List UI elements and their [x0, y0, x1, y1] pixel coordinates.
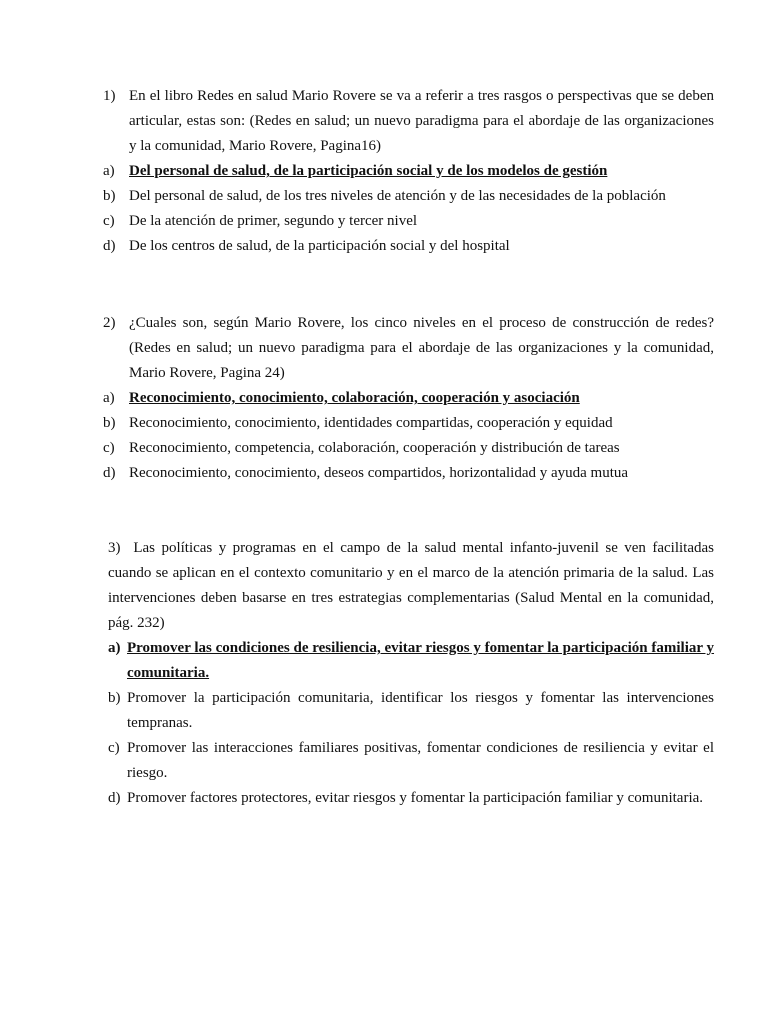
option-letter: d): [103, 465, 116, 481]
question-stem: [103, 84, 714, 159]
option-d: [103, 461, 714, 486]
option-b: [103, 184, 714, 209]
option-text: Reconocimiento, conocimiento, deseos compartidos, horizontalidad y ayuda mutua: [129, 465, 629, 481]
question-stem: [103, 311, 714, 386]
option-letter: c): [103, 440, 115, 456]
option-letter: b): [103, 415, 116, 431]
option-letter: a): [108, 640, 121, 656]
option-a: [108, 636, 714, 686]
option-a: [103, 159, 714, 184]
option-text: Del personal de salud, de los tres niveles de atención y de las necesidades de la población: [129, 188, 666, 204]
option-text: De la atención de primer, segundo y tercer nivel: [129, 213, 418, 229]
option-letter: a): [103, 163, 115, 179]
option-letter: c): [103, 213, 115, 229]
option-b: [103, 411, 714, 436]
option-text-correct: Reconocimiento, conocimiento, colaboración, cooperación y asociación: [129, 390, 580, 406]
option-text: Reconocimiento, competencia, colaboración, cooperación y distribución de tareas: [129, 440, 620, 456]
question-number: 3): [108, 540, 121, 556]
option-b: [108, 686, 714, 736]
option-letter: a): [103, 390, 115, 406]
option-text-correct: Del personal de salud, de la participación social y de los modelos de gestión: [129, 163, 608, 179]
question-number: 2): [103, 315, 116, 331]
option-c: [103, 209, 714, 234]
option-c: [103, 436, 714, 461]
option-a: [103, 386, 714, 411]
option-text: Reconocimiento, conocimiento, identidades compartidas, cooperación y equidad: [129, 415, 613, 431]
option-d: [103, 234, 714, 259]
option-letter: b): [103, 188, 116, 204]
option-text-correct: Promover las condiciones de resiliencia, evitar riesgos y fomentar la participación familiar y comunitaria.: [127, 640, 715, 681]
option-c: [108, 736, 714, 786]
option-d: [108, 786, 714, 811]
question-2: [103, 311, 714, 486]
option-letter: d): [108, 790, 121, 806]
option-letter: d): [103, 238, 116, 254]
option-text: De los centros de salud, de la participación social y del hospital: [129, 238, 510, 254]
option-text: Promover factores protectores, evitar riesgos y fomentar la participación familiar y comunitaria.: [127, 790, 704, 806]
question-3: [108, 536, 714, 811]
question-text: Las políticas y programas en el campo de la salud mental infanto-juvenil se ven facilitadas cuando se aplican en el contexto comunitario y en el marco de la atención primaria de la salud. Las intervenciones deben basarse en tres estrategias complementarias (Salud Mental en la comunidad, pág. 232): [108, 540, 714, 631]
question-text: En el libro Redes en salud Mario Rovere se va a referir a tres rasgos o perspectivas que se deben articular, estas son: (Redes en salud; un nuevo paradigma para el abordaje de las organizaciones y la comunidad, Mario Rovere, Pagina16): [129, 88, 714, 154]
option-text: Promover la participación comunitaria, identificar los riesgos y fomentar las intervenciones tempranas.: [127, 690, 714, 731]
question-stem: [108, 536, 714, 636]
option-letter: c): [108, 740, 120, 756]
option-text: Promover las interacciones familiares positivas, fomentar condiciones de resiliencia y evitar el riesgo.: [127, 740, 714, 781]
question-text: ¿Cuales son, según Mario Rovere, los cinco niveles en el proceso de construcción de redes? (Redes en salud; un nuevo paradigma para el abordaje de las organizaciones y la comunidad, Mario Rovere, Pagina 24): [129, 315, 714, 381]
option-letter: b): [108, 690, 121, 706]
question-number: 1): [103, 88, 116, 104]
question-1: [103, 84, 714, 259]
